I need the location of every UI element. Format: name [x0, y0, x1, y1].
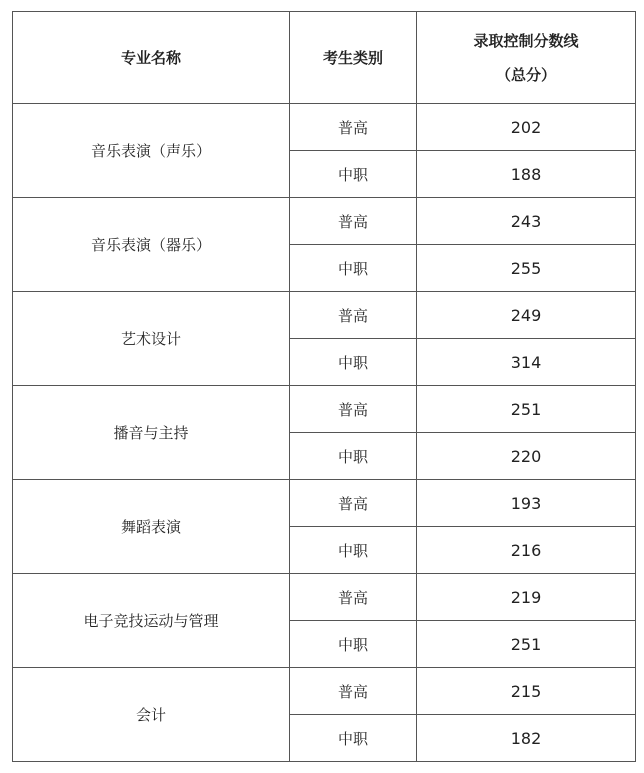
table-row [13, 480, 636, 527]
table-row [13, 292, 636, 339]
score-value: 249 [417, 292, 636, 339]
table-row [13, 386, 636, 433]
score-value: 314 [417, 339, 636, 386]
score-value: 182 [417, 715, 636, 762]
score-value: 251 [417, 621, 636, 668]
candidate-type: 普高 [290, 292, 417, 339]
header-score-line [417, 12, 636, 104]
header-score-line-title: 录取控制分数线 [473, 31, 579, 50]
candidate-type: 中职 [290, 245, 417, 292]
score-value: 220 [417, 433, 636, 480]
table-row [13, 198, 636, 245]
score-value: 216 [417, 527, 636, 574]
header-candidate-type: 考生类别 [290, 12, 417, 104]
header-row [13, 12, 636, 104]
major-name: 电子竞技运动与管理 [13, 574, 290, 668]
major-name: 会计 [13, 668, 290, 762]
score-value: 219 [417, 574, 636, 621]
header-major: 专业名称 [13, 12, 290, 104]
major-name: 舞蹈表演 [13, 480, 290, 574]
candidate-type: 中职 [290, 527, 417, 574]
table-row [13, 668, 636, 715]
candidate-type: 中职 [290, 621, 417, 668]
candidate-type: 中职 [290, 715, 417, 762]
candidate-type: 中职 [290, 151, 417, 198]
candidate-type: 普高 [290, 198, 417, 245]
major-name: 音乐表演（器乐） [13, 198, 290, 292]
score-value: 188 [417, 151, 636, 198]
admission-score-table [12, 11, 636, 762]
score-value: 255 [417, 245, 636, 292]
candidate-type: 普高 [290, 480, 417, 527]
major-name: 艺术设计 [13, 292, 290, 386]
major-name: 音乐表演（声乐） [13, 104, 290, 198]
candidate-type: 普高 [290, 386, 417, 433]
score-value: 193 [417, 480, 636, 527]
major-name: 播音与主持 [13, 386, 290, 480]
candidate-type: 中职 [290, 339, 417, 386]
candidate-type: 中职 [290, 433, 417, 480]
header-score-line-note: （总分） [495, 65, 556, 84]
score-value: 215 [417, 668, 636, 715]
candidate-type: 普高 [290, 668, 417, 715]
table-row [13, 104, 636, 151]
candidate-type: 普高 [290, 574, 417, 621]
candidate-type: 普高 [290, 104, 417, 151]
score-value: 251 [417, 386, 636, 433]
table-row [13, 574, 636, 621]
score-value: 202 [417, 104, 636, 151]
score-value: 243 [417, 198, 636, 245]
